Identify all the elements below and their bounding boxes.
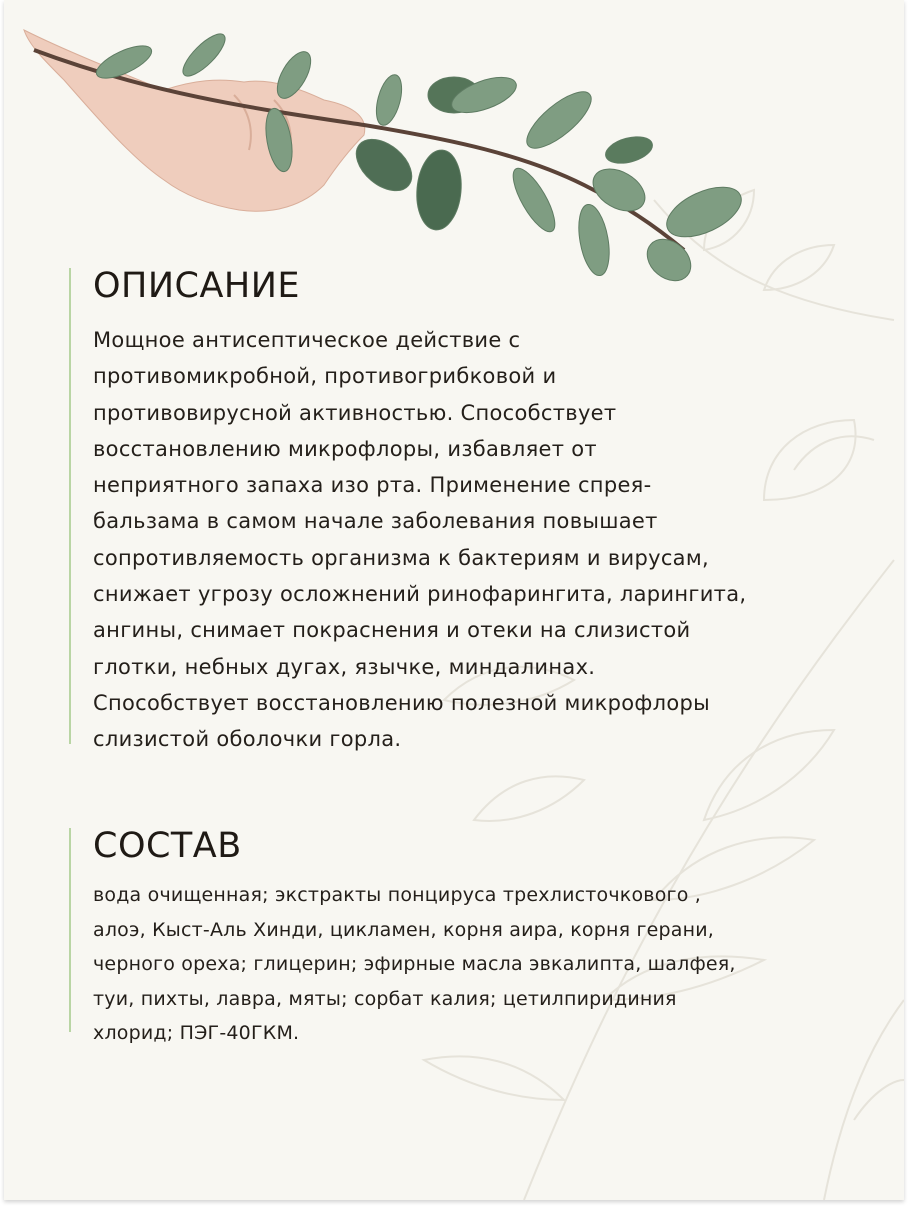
- description-line: бальзама в самом начале заболевания повышает: [93, 509, 658, 534]
- description-line: неприятного запаха изо рта. Применение спрея-: [93, 473, 652, 498]
- composition-line: алоэ, Кыст-Аль Хинди, цикламен, корня аира, корня герани,: [93, 918, 715, 941]
- product-info-card: [4, 0, 904, 1200]
- hand-with-eucalyptus-branch-icon: [4, 0, 904, 300]
- description-line: восстановлению микрофлоры, избавляет от: [93, 436, 597, 461]
- composition-text: [93, 878, 853, 1051]
- composition-line: туи, пихты, лавра, мяты; сорбат калия; цетилпиридиния: [93, 987, 677, 1010]
- description-line: ангины, снимает покраснения и отеки на слизистой: [93, 618, 691, 643]
- composition-line: вода очищенная; экстракты понцируса трехлисточкового ,: [93, 884, 702, 906]
- description-line: глотки, небных дугах, язычке, миндалинах.: [93, 654, 596, 679]
- description-line: противовирусной активностью. Способствует: [93, 400, 617, 425]
- composition-heading: СОСТАВ: [93, 826, 242, 866]
- composition-line: хлорид; ПЭГ-40ГКМ.: [93, 1022, 300, 1044]
- description-line: Способствует восстановлению полезной микрофлоры: [93, 690, 711, 715]
- description-text: [93, 322, 853, 758]
- composition-section: [69, 826, 853, 1044]
- description-line: сопротивляемость организма к бактериям и вирусам,: [93, 545, 709, 570]
- composition-line: черного ореха; глицерин; эфирные масла эвкалипта, шалфея,: [93, 953, 736, 975]
- description-line: снижает угрозу осложнений ринофарингита, ларингита,: [93, 582, 747, 607]
- description-heading: ОПИСАНИЕ: [93, 266, 301, 306]
- description-line: слизистой оболочки горла.: [93, 727, 402, 752]
- description-section: [69, 266, 853, 752]
- description-line: Мощное антисептическое действие с: [93, 328, 521, 352]
- description-line: противомикробной, противогрибковой и: [93, 364, 557, 389]
